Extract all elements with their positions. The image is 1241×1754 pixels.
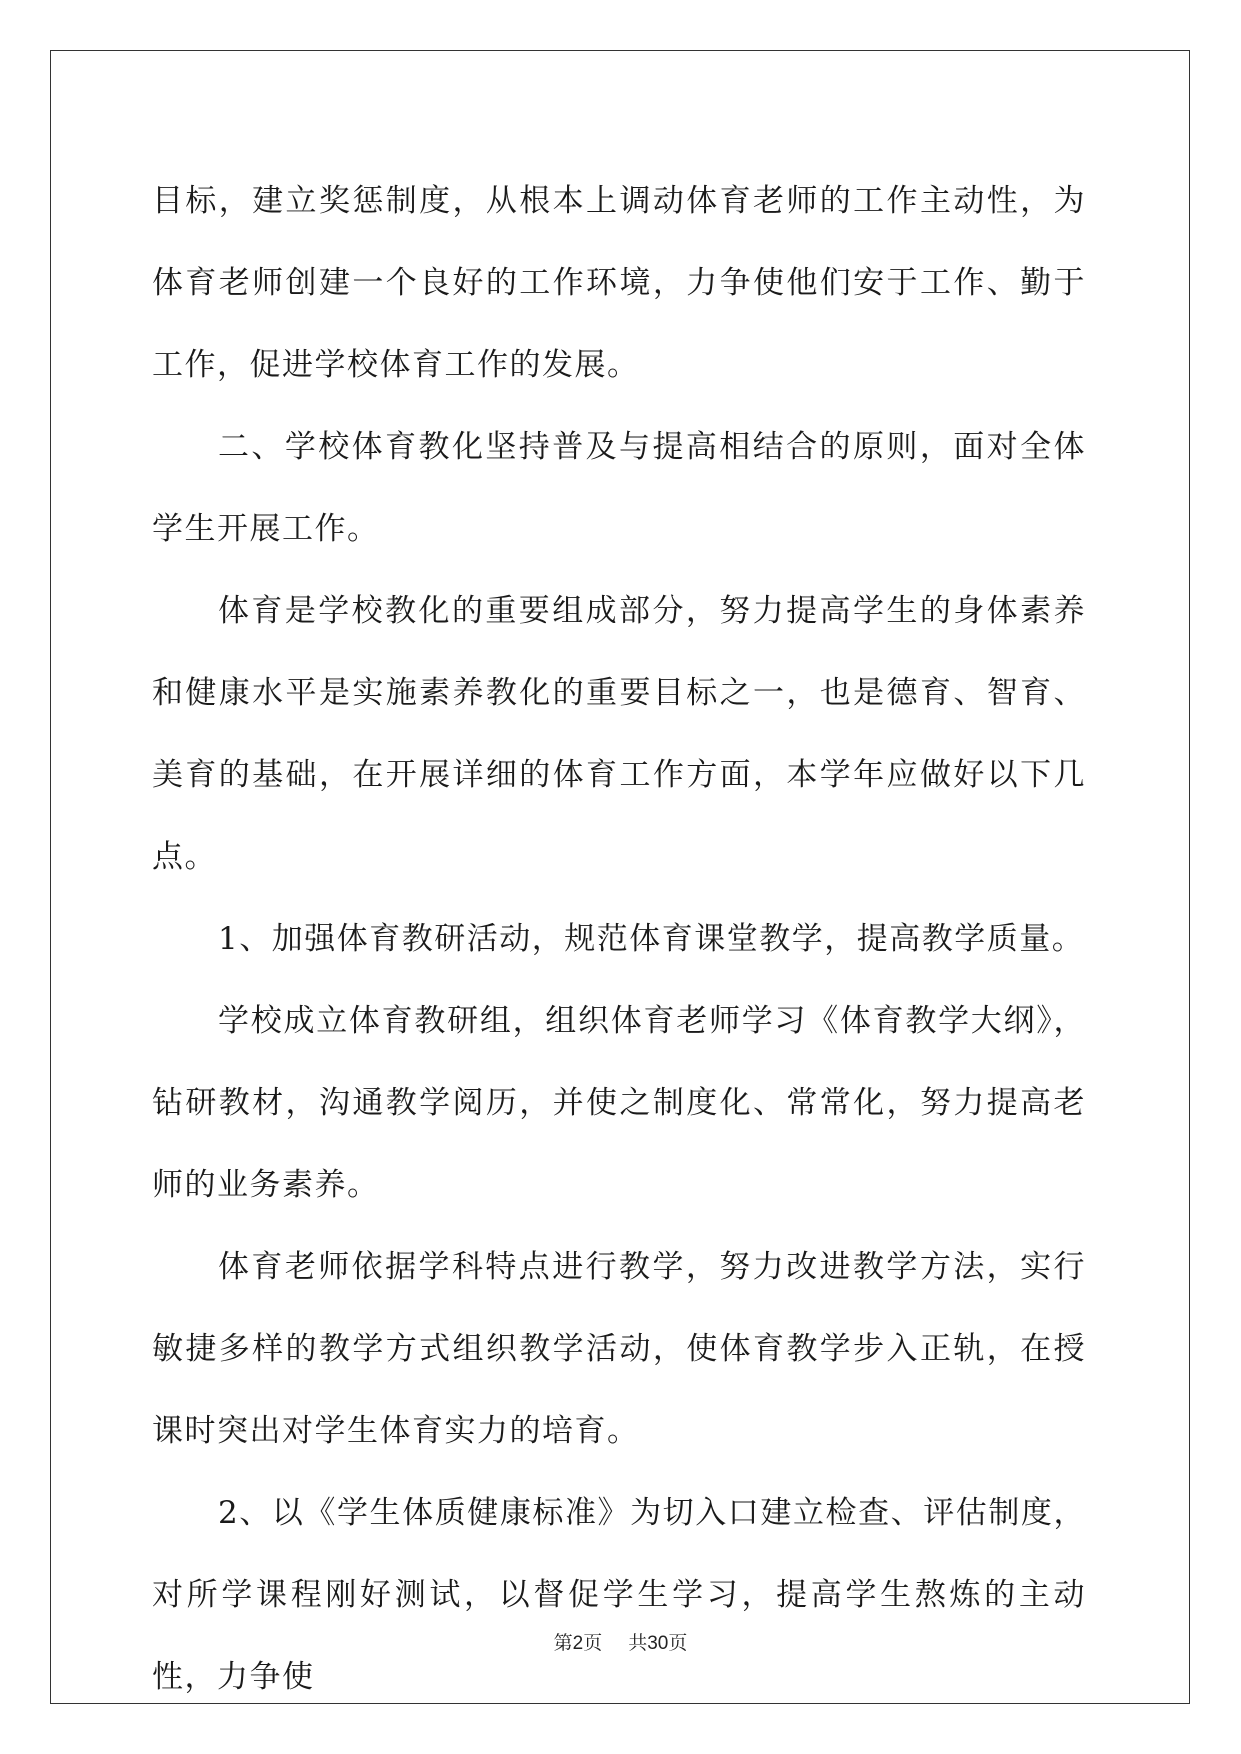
page-suffix: 页 <box>583 1632 603 1654</box>
paragraph: 二、学校体育教化坚持普及与提高相结合的原则，面对全体学生开展工作。 <box>152 429 1086 547</box>
paragraph: 学校成立体育教研组，组织体育老师学习《体育教学大纲》，钻研教材，沟通教学阅历，并使之制度化、常常化，努力提高老师的业务素养。 <box>152 1003 1086 1203</box>
total-suffix: 页 <box>668 1632 688 1654</box>
paragraph: 体育老师依据学科特点进行教学，努力改进教学方法，实行敏捷多样的教学方式组织教学活动，使体育教学步入正轨，在授课时突出对学生体育实力的培育。 <box>152 1249 1086 1449</box>
page-footer <box>0 1628 1241 1655</box>
paragraph: 1、加强体育教研活动，规范体育课堂教学，提高教学质量。 <box>218 921 1085 957</box>
page-number: 2 <box>572 1633 584 1654</box>
paragraph: 目标，建立奖惩制度，从根本上调动体育老师的工作主动性，为体育老师创建一个良好的工作环境，力争使他们安于工作、勤于工作，促进学校体育工作的发展。 <box>152 183 1086 383</box>
paragraph: 2、以《学生体质健康标准》为切入口建立检查、评估制度，对所学课程刚好测试，以督促学生学习，提高学生熬炼的主动性，力争使 <box>152 1495 1086 1695</box>
total-pages: 30 <box>647 1633 669 1654</box>
total-prefix: 共 <box>628 1632 648 1654</box>
paragraph: 体育是学校教化的重要组成部分，努力提高学生的身体素养和健康水平是实施素养教化的重要目标之一，也是德育、智育、美育的基础，在开展详细的体育工作方面，本学年应做好以下几点。 <box>152 593 1086 875</box>
document-body <box>152 160 1086 1718</box>
page-prefix: 第 <box>553 1632 573 1654</box>
